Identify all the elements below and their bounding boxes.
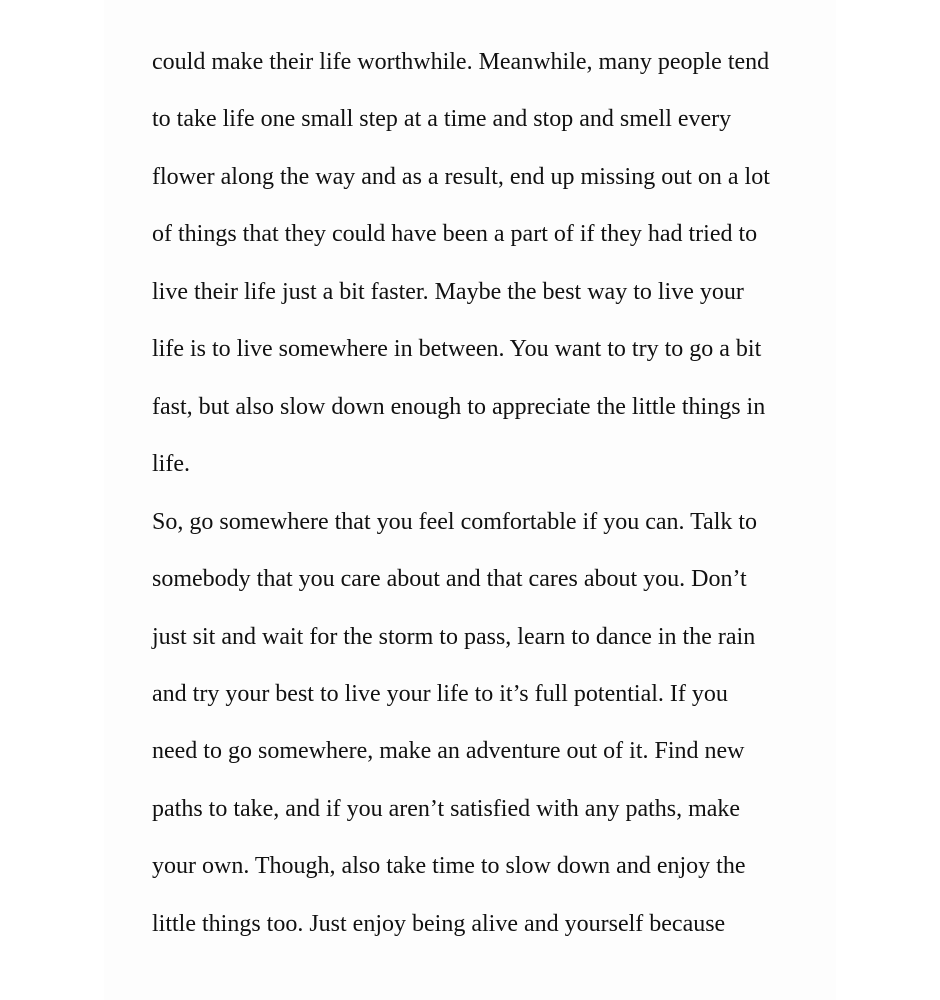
text-line: could make their life worthwhile. Meanwhile, many people tend xyxy=(152,49,770,75)
text-line: your own. Though, also take time to slow down and enjoy the xyxy=(152,853,746,879)
text-line: So, go somewhere that you feel comfortable if you can. Talk to xyxy=(152,509,758,535)
text-line: need to go somewhere, make an adventure out of it. Find new xyxy=(152,738,745,764)
text-line: of things that they could have been a part of if they had tried to xyxy=(152,221,758,247)
text-line: and try your best to live your life to it’s full potential. If you xyxy=(152,681,728,707)
text-line: flower along the way and as a result, end up missing out on a lot xyxy=(152,164,770,190)
text-line: life is to live somewhere in between. You want to try to go a bit xyxy=(152,336,762,362)
text-line: paths to take, and if you aren’t satisfied with any paths, make xyxy=(152,796,741,822)
text-line: life. xyxy=(152,451,190,477)
text-line: fast, but also slow down enough to appreciate the little things in xyxy=(152,394,766,420)
text-line: somebody that you care about and that cares about you. Don’t xyxy=(152,566,747,592)
document-page xyxy=(104,0,836,1000)
text-line: just sit and wait for the storm to pass, learn to dance in the rain xyxy=(152,624,756,650)
text-line: live their life just a bit faster. Maybe the best way to live your xyxy=(152,279,744,305)
text-line: little things too. Just enjoy being alive and yourself because xyxy=(152,911,726,937)
text-line: to take life one small step at a time and stop and smell every xyxy=(152,106,732,132)
